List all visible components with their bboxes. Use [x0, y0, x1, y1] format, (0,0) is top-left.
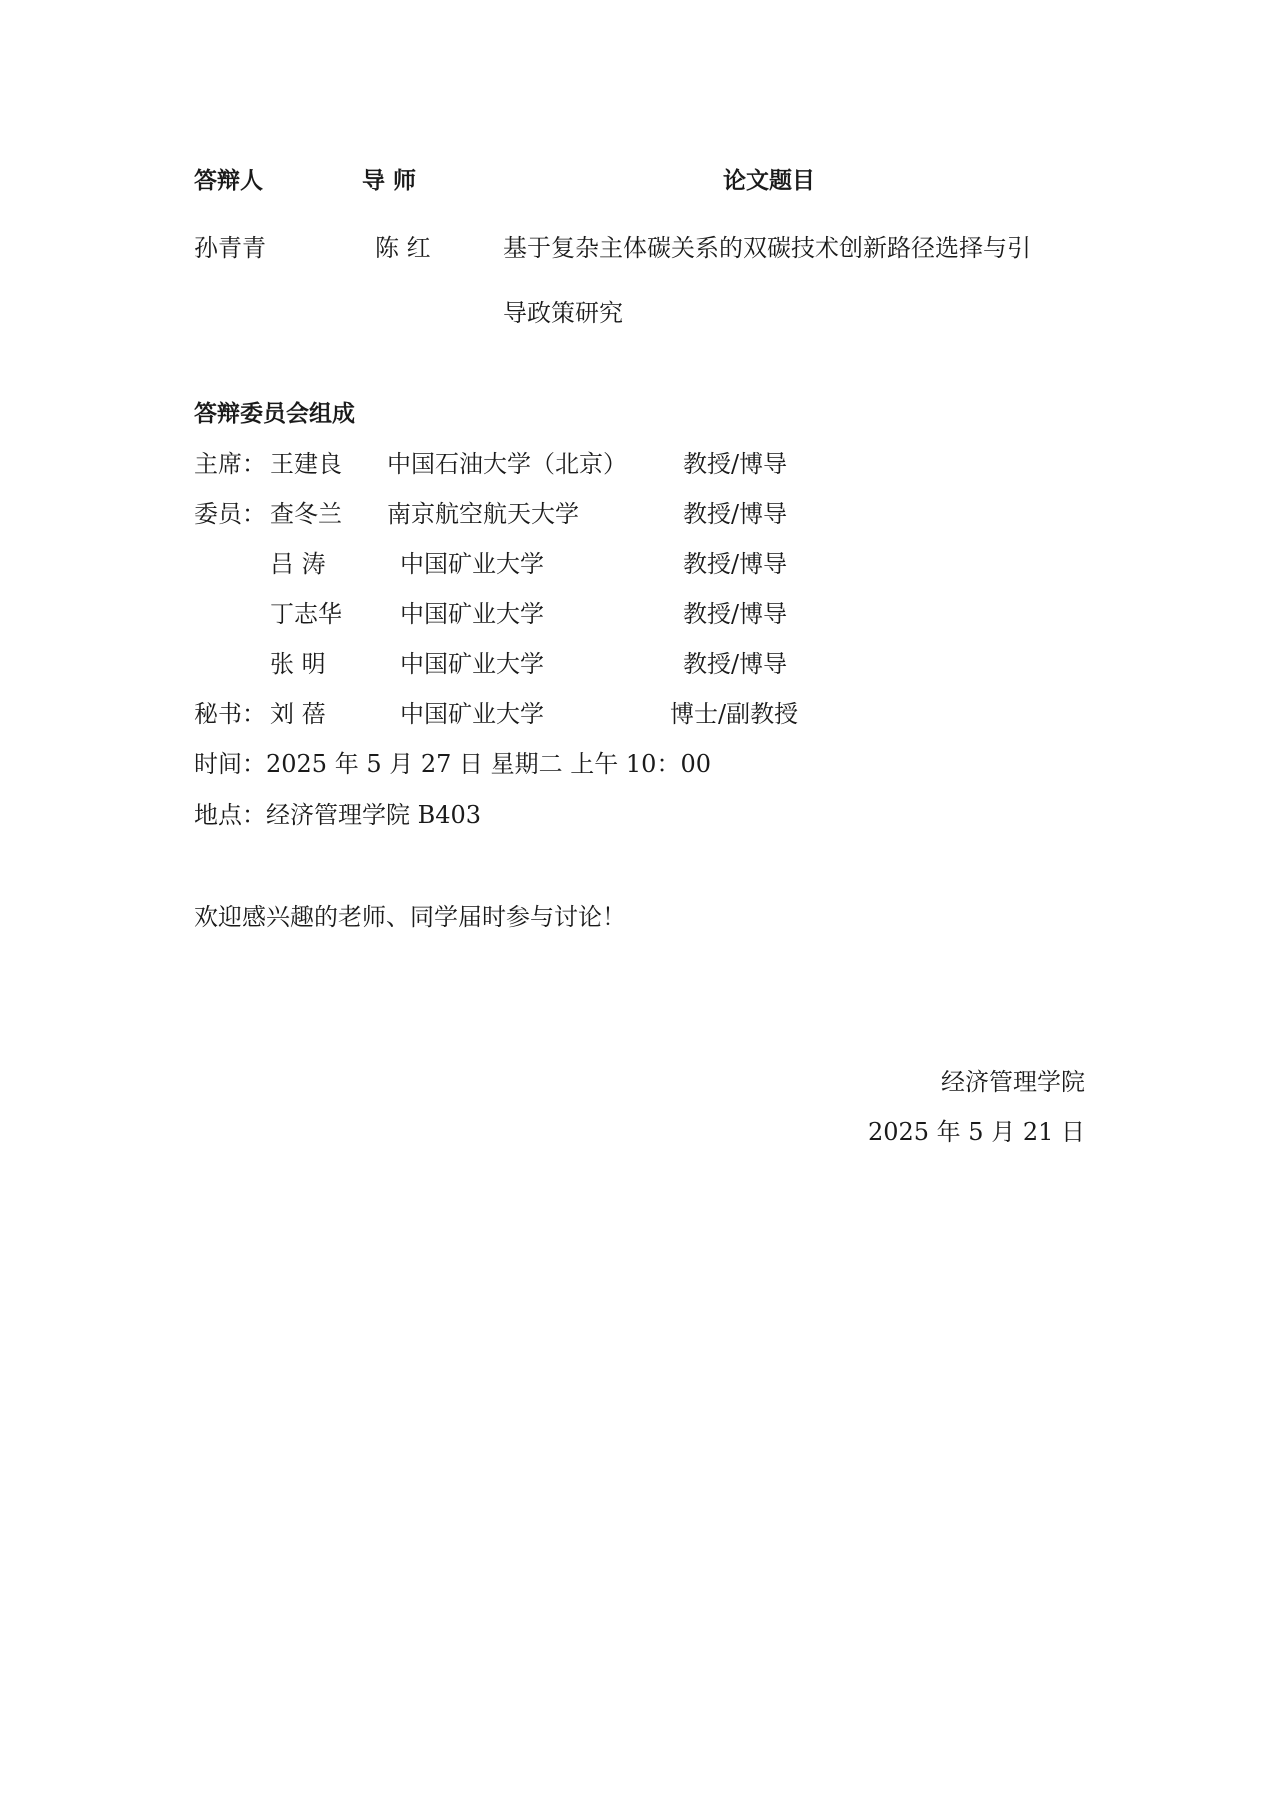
thesis-title-line-2: 导政策研究: [503, 299, 623, 327]
committee-name: 吕 涛: [270, 550, 326, 578]
committee-title: 教授/博导: [683, 650, 788, 678]
committee-title: 教授/博导: [683, 450, 788, 478]
signature-date: 2025 年 5 月 21 日: [867, 1118, 1085, 1146]
defense-location: 地点：经济管理学院 B403: [194, 801, 482, 829]
committee-org: 南京航空航天大学: [387, 500, 579, 528]
committee-name: 查冬兰: [270, 500, 342, 528]
committee-name: 刘 蓓: [270, 700, 326, 728]
committee-title: 教授/博导: [683, 500, 788, 528]
committee-name: 王建良: [270, 450, 342, 478]
committee-role: 主席：: [194, 450, 266, 478]
defender-name: 孙青青: [194, 234, 266, 262]
committee-org: 中国石油大学（北京）: [387, 450, 627, 478]
committee-org: 中国矿业大学: [400, 650, 544, 678]
advisor-name: 陈 红: [375, 234, 431, 262]
invitation-text: 欢迎感兴趣的老师、同学届时参与讨论！: [194, 903, 626, 931]
committee-name: 丁志华: [270, 600, 342, 628]
committee-heading: 答辩委员会组成: [194, 401, 355, 427]
advisor-header: 导 师: [362, 168, 417, 194]
defender-header: 答辩人: [194, 168, 263, 194]
committee-role: 秘书：: [194, 700, 266, 728]
committee-org: 中国矿业大学: [400, 700, 544, 728]
committee-title: 教授/博导: [683, 550, 788, 578]
defense-time: 时间：2025 年 5 月 27 日 星期二 上午 10：00: [194, 750, 711, 778]
signature-org: 经济管理学院: [941, 1068, 1085, 1096]
committee-role: 委员：: [194, 500, 266, 528]
thesis-title-line-1: 基于复杂主体碳关系的双碳技术创新路径选择与引: [503, 234, 1031, 262]
thesis-title-header: 论文题目: [723, 168, 815, 194]
committee-name: 张 明: [270, 650, 326, 678]
committee-org: 中国矿业大学: [400, 550, 544, 578]
committee-title: 教授/博导: [683, 600, 788, 628]
committee-title: 博士/副教授: [670, 700, 799, 728]
committee-org: 中国矿业大学: [400, 600, 544, 628]
